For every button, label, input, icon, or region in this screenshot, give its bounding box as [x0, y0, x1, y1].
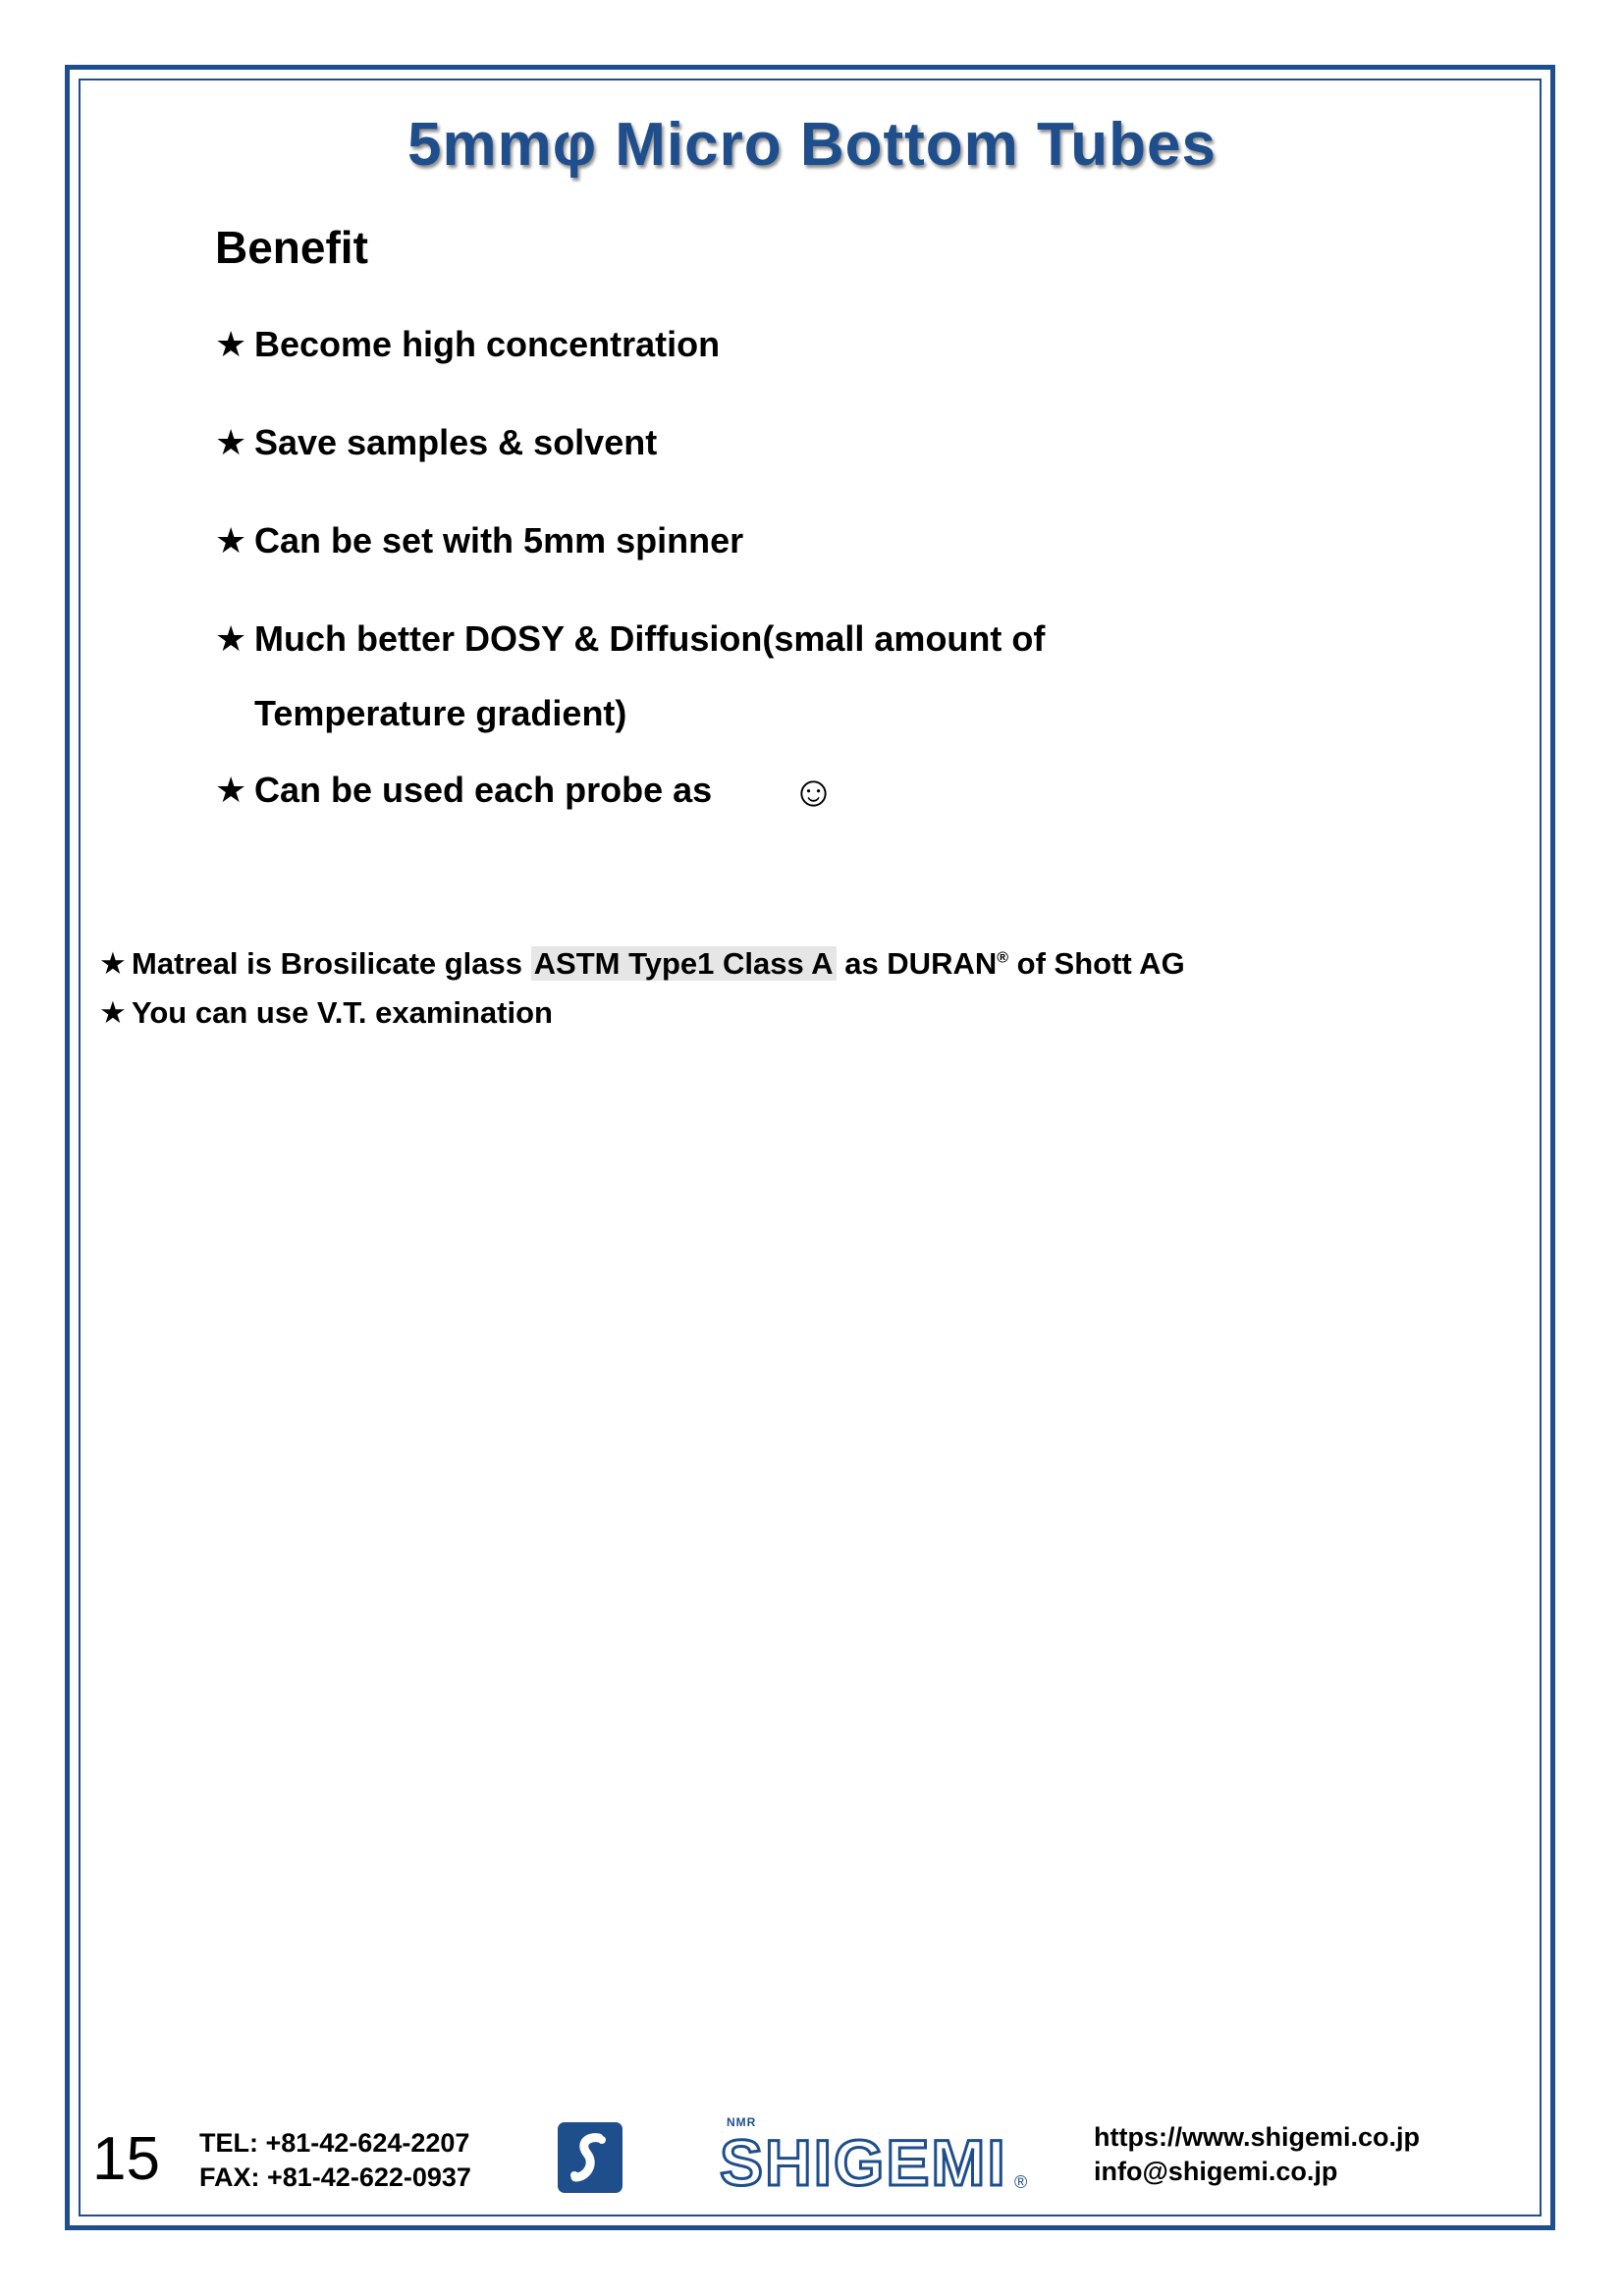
benefit-item: ★ Become high concentration: [215, 324, 721, 364]
material-note: ★ Matreal is Brosilicate glass ASTM Type1 Class A as DURAN® of Shott AG: [99, 946, 1185, 981]
highlighted-spec: ASTM Type1 Class A: [531, 946, 837, 981]
shigemi-logo: [720, 2115, 1034, 2204]
fax-line: FAX: +81-42-622-0937: [199, 2163, 471, 2192]
star-bullet-icon: ★: [99, 995, 127, 1030]
page-number: 15: [92, 2125, 160, 2193]
benefit-item: ★ Can be used each probe as: [215, 770, 713, 810]
star-bullet-icon: ★: [215, 770, 247, 810]
star-bullet-icon: ★: [215, 422, 247, 462]
email-link[interactable]: info@shigemi.co.jp: [1094, 2157, 1338, 2186]
star-bullet-icon: ★: [99, 946, 127, 981]
benefit-item: ★ Save samples & solvent: [215, 422, 658, 462]
tel-line: TEL: +81-42-624-2207: [199, 2128, 470, 2158]
benefit-item: ★ Can be set with 5mm spinner: [215, 520, 744, 561]
star-bullet-icon: ★: [215, 618, 247, 659]
web-contact: [1094, 2120, 1420, 2189]
phone-contact: [199, 2126, 471, 2195]
website-link[interactable]: https://www.shigemi.co.jp: [1094, 2122, 1421, 2152]
star-bullet-icon: ★: [215, 324, 247, 364]
benefit-item-continuation: Temperature gradient): [254, 693, 627, 733]
page-border-inner: [79, 79, 1542, 2216]
benefit-item: ★ Much better DOSY & Diffusion(small amount of: [215, 618, 1046, 659]
brand-registered-mark: ®: [1014, 2172, 1028, 2192]
smiley-icon: ☺: [791, 768, 836, 816]
page-title: 5mmφ Micro Bottom Tubes: [406, 111, 1218, 179]
registered-mark: ®: [997, 949, 1009, 967]
brand-name: SHIGEMI: [720, 2126, 1007, 2199]
star-bullet-icon: ★: [215, 520, 247, 561]
section-heading-benefit: Benefit: [215, 222, 368, 273]
brand-nmr-label: NMR: [727, 2115, 757, 2129]
s-logo-icon: [558, 2122, 623, 2193]
vt-note: ★ You can use V.T. examination: [99, 995, 553, 1030]
